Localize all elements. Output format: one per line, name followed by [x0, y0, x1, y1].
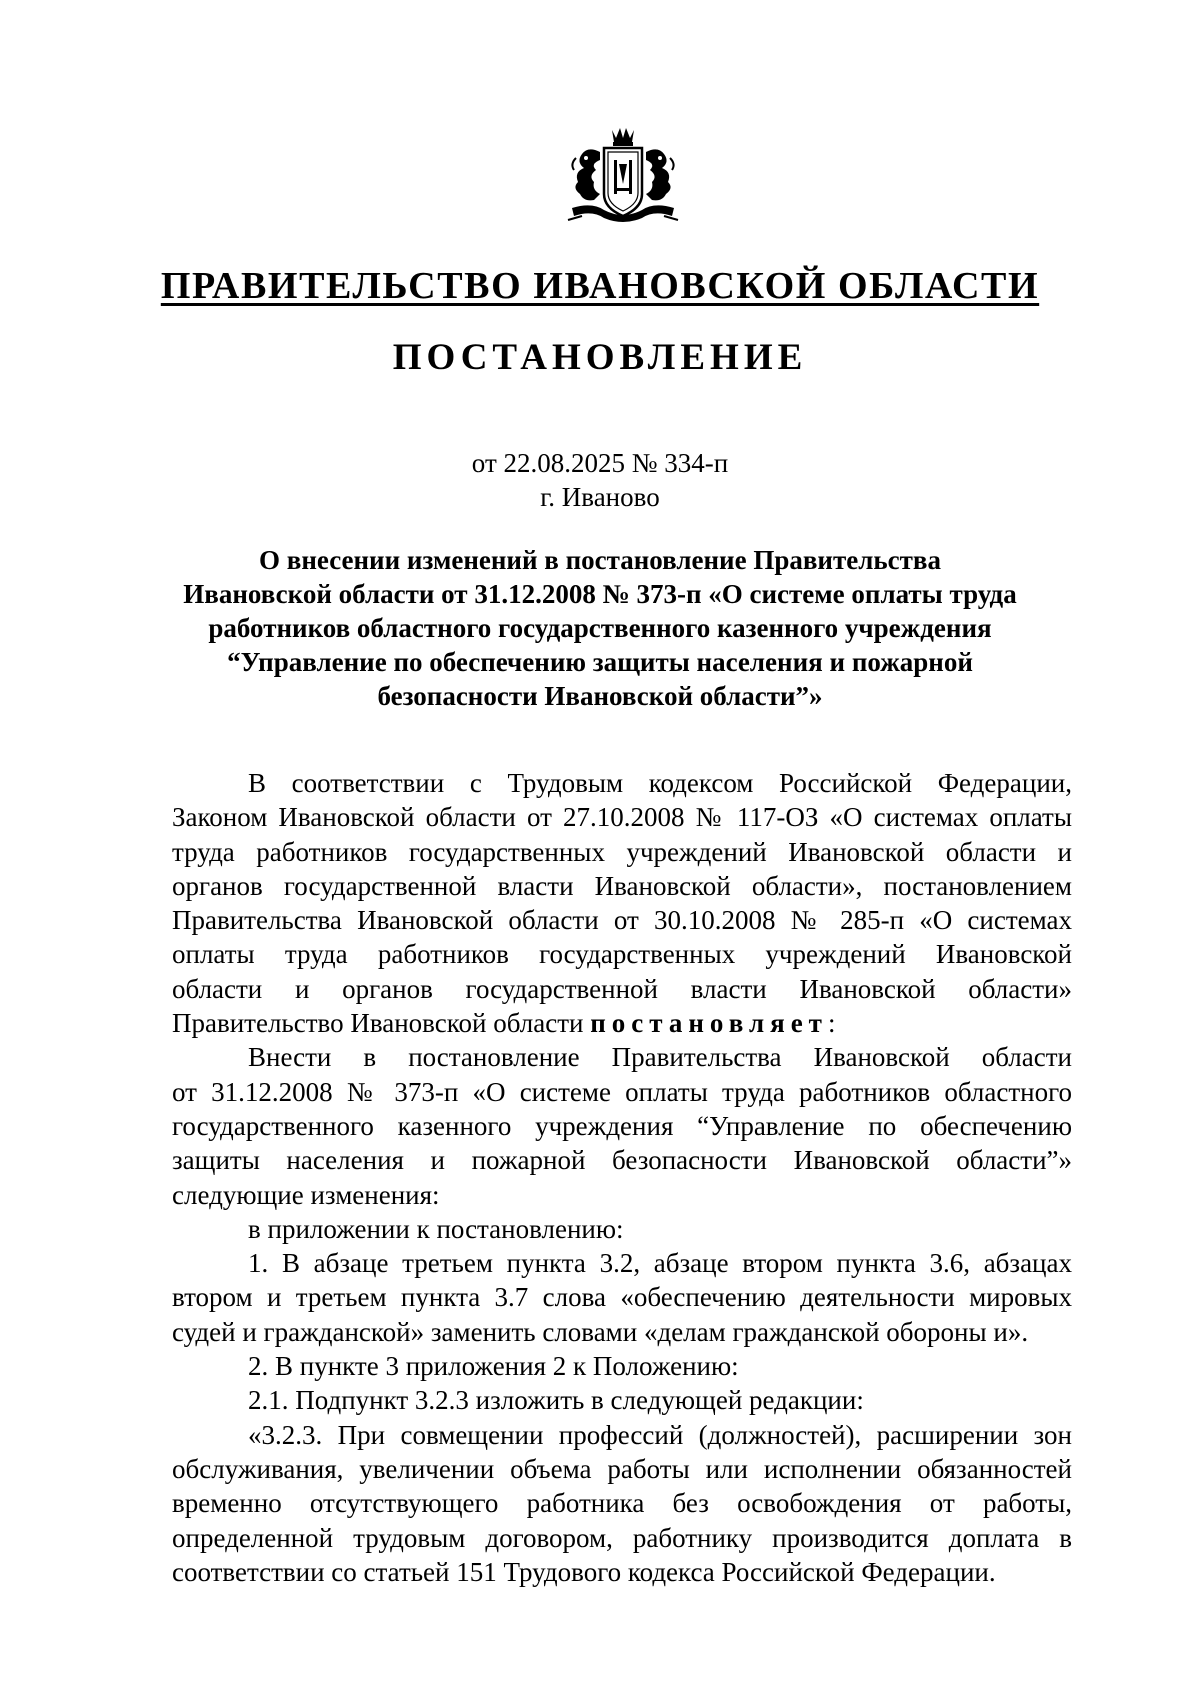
coat-of-arms-icon [562, 124, 684, 226]
decree-prefix: Правительство Ивановской области [172, 1008, 591, 1039]
body-line: втором и третьем пункта 3.7 слова «обеспечению деятельности мировых [172, 1282, 1072, 1313]
document-body [172, 766, 1072, 1589]
body-line: государственного казенного учреждения “Управление по обеспечению [172, 1110, 1072, 1141]
subject-line: Ивановской области от 31.12.2008 № 373-п «О системе оплаты труда [183, 579, 1017, 609]
body-line: труда работников государственных учреждений Ивановской области и [172, 836, 1072, 867]
body-line: от 31.12.2008 № 373-п «О системе оплаты труда работников областного [172, 1076, 1072, 1107]
document-subject [150, 543, 1050, 713]
decree-keyword: постановляет [590, 1008, 828, 1039]
subject-line: О внесении изменений в постановление Правительства [259, 545, 941, 575]
document-type: ПОСТАНОВЛЕНИЕ [392, 337, 808, 378]
body-line: в приложении к постановлению: [248, 1213, 624, 1244]
body-line: Правительства Ивановской области от 30.10.2008 № 285-п «О системах [172, 905, 1072, 936]
body-line: 2.1. Подпункт 3.2.3 изложить в следующей редакции: [248, 1385, 864, 1416]
subject-line: работников областного государственного казенного учреждения [208, 613, 992, 643]
body-line: защиты населения и пожарной безопасности Ивановской области”» [172, 1145, 1072, 1176]
body-line: временно отсутствующего работника без освобождения от работы, [172, 1488, 1072, 1519]
subject-line: безопасности Ивановской области”» [377, 681, 823, 711]
body-line: В соответствии с Трудовым кодексом Российской Федерации, [248, 768, 1072, 798]
body-line: 1. В абзаце третьем пункта 3.2, абзаце втором пункта 3.6, абзацах [248, 1248, 1072, 1279]
body-line: Законом Ивановской области от 27.10.2008 № 117-ОЗ «О системах оплаты [172, 802, 1072, 833]
decree-suffix: : [827, 1008, 836, 1039]
body-line-decree [172, 1006, 1072, 1040]
body-line: определенной трудовым договором, работнику производится доплата в [172, 1522, 1072, 1553]
body-line: оплаты труда работников государственных учреждений Ивановской [172, 939, 1072, 970]
subject-line: “Управление по обеспечению защиты населения и пожарной [227, 647, 973, 677]
body-line: 2. В пункте 3 приложения 2 к Положению: [248, 1351, 739, 1382]
body-line: следующие изменения: [172, 1179, 440, 1210]
document-meta [0, 446, 1200, 514]
date-number: от 22.08.2025 № 334-п [471, 448, 729, 478]
body-line: обслуживания, увеличении объема работы или исполнении обязанностей [172, 1453, 1072, 1484]
body-line: соответствии со статьей 151 Трудового кодекса Российской Федерации. [172, 1556, 996, 1587]
body-line: судей и гражданской» заменить словами «делам гражданской обороны и». [172, 1316, 1029, 1347]
body-line: Внести в постановление Правительства Ивановской области [248, 1042, 1072, 1073]
city: г. Иваново [540, 482, 660, 512]
government-title: ПРАВИТЕЛЬСТВО ИВАНОВСКОЙ ОБЛАСТИ [160, 265, 1040, 307]
body-line: области и органов государственной власти Ивановской области» [172, 973, 1072, 1004]
body-line: «3.2.3. При совмещении профессий (должностей), расширении зон [248, 1419, 1072, 1450]
body-line: органов государственной власти Ивановской области», постановлением [172, 870, 1072, 901]
